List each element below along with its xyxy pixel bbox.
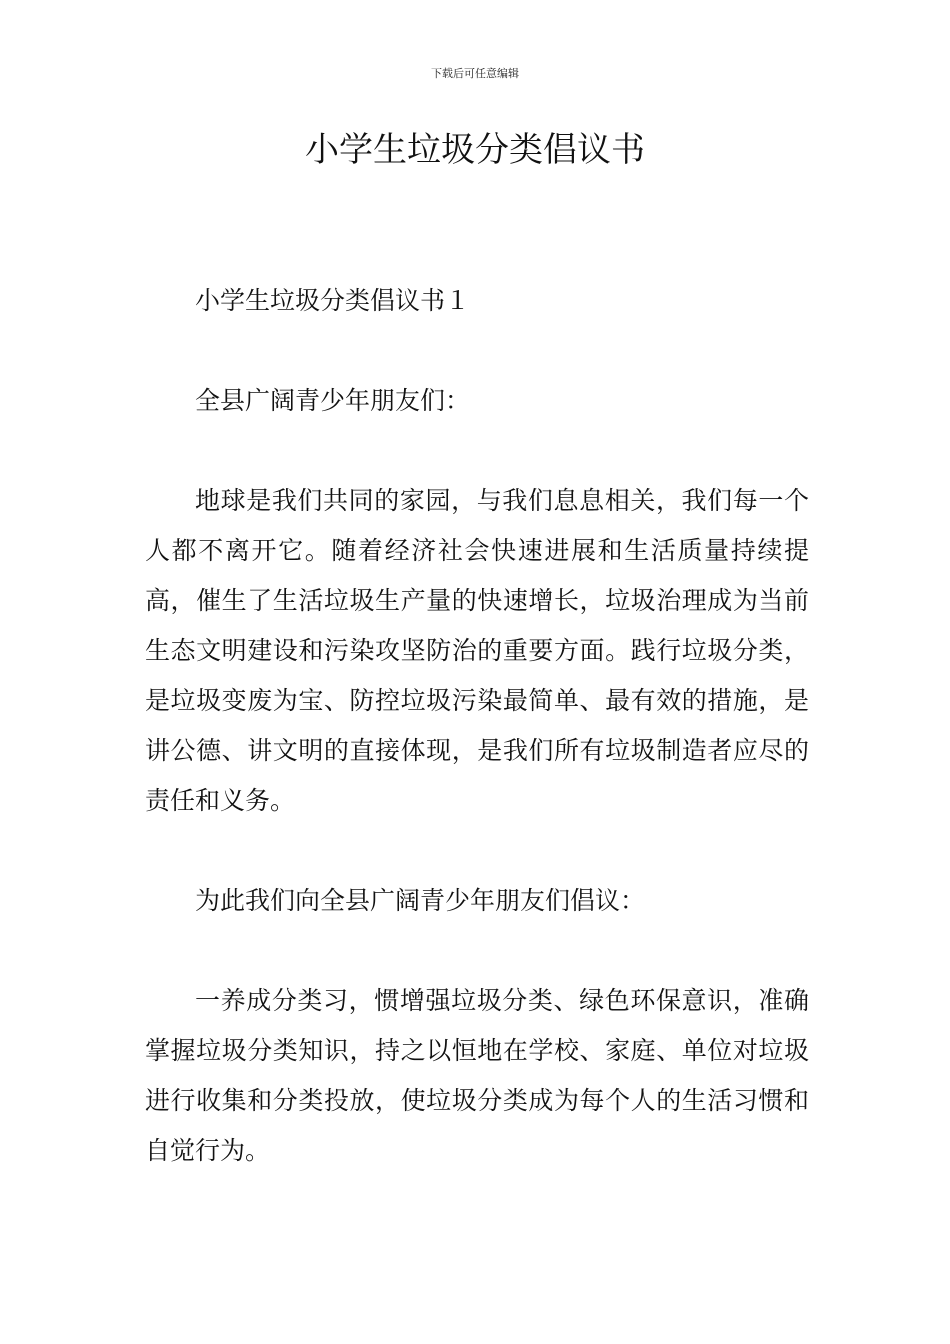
document-body	[145, 276, 809, 1176]
salutation: 全县广阔青少年朋友们：	[195, 386, 471, 415]
paragraph-intro: 地球是我们共同的家园，与我们息息相关，我们每一个人都不离开它。随着经济社会快速进展和生活质量持续提高，催生了生活垃圾生产量的快速增长，垃圾治理成为当前生态文明建设和污染攻坚防治的重要方面。践行垃圾分类，是垃圾变废为宝、防控垃圾污染最简单、最有效的措施，是讲公德、讲文明的直接体现，是我们所有垃圾制造者应尽的责任和义务。	[145, 486, 809, 815]
paragraph-gap	[145, 926, 809, 976]
paragraph-gap	[145, 426, 809, 476]
paragraph-proposal-lead: 为此我们向全县广阔青少年朋友们倡议：	[195, 886, 646, 915]
paragraph-gap	[145, 326, 809, 376]
document-title: 小学生垃圾分类倡议书	[305, 130, 645, 170]
paragraph-gap	[145, 826, 809, 876]
paragraph-proposal-one: 一养成分类习，惯增强垃圾分类、绿色环保意识，准确掌握垃圾分类知识，持之以恒地在学校、家庭、单位对垃圾进行收集和分类投放，使垃圾分类成为每个人的生活习惯和自觉行为。	[145, 986, 809, 1165]
header-note: 下载后可任意编辑	[431, 67, 519, 80]
section-subtitle: 小学生垃圾分类倡议书１	[195, 286, 471, 315]
